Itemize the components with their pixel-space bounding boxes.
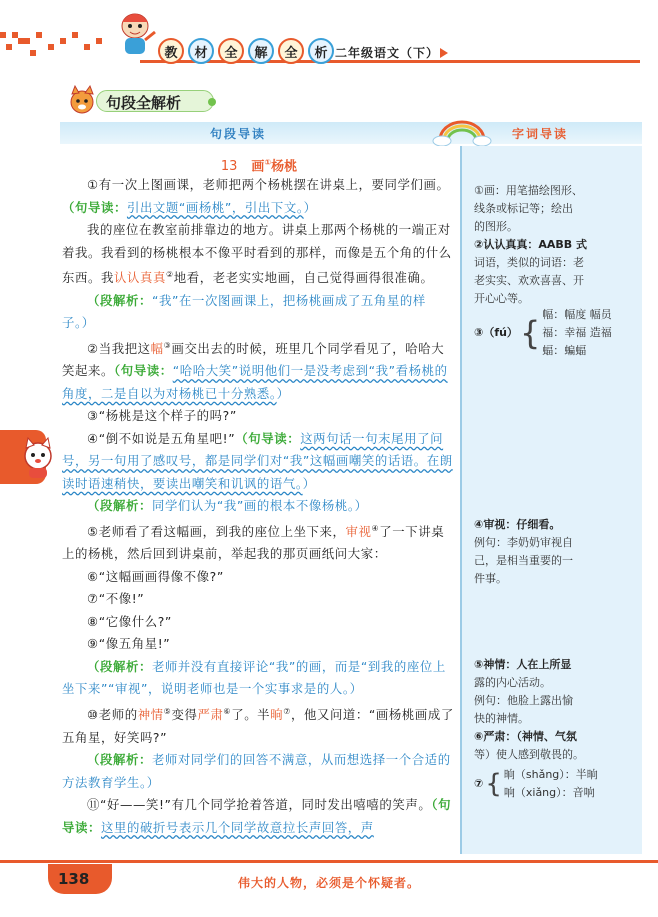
note-line: ⑤神情：人在上所显 xyxy=(474,658,572,671)
lesson-title-a: 画 xyxy=(251,159,265,175)
vocab-note-3 xyxy=(474,306,639,360)
text: ①有一次上图画课，老师把两个杨桃摆在讲桌上，要同学们画。 xyxy=(87,177,450,192)
highlight-word: 晌 xyxy=(270,707,284,722)
series-char: 材 xyxy=(188,38,214,64)
column-heads xyxy=(60,120,642,146)
analysis-tag: （段解析： xyxy=(87,658,152,674)
guide-tag: （句导读： xyxy=(62,797,452,835)
guide-tag: （句导读： xyxy=(62,199,127,215)
lesson-title-sup: ① xyxy=(264,158,272,167)
text: 画交出去的时候，班里几个同学看见了，哈哈大笑起来。 xyxy=(62,340,445,379)
highlight-word: 严肃 xyxy=(197,707,224,722)
guide-tag: （句导读： xyxy=(113,363,173,379)
text: 我的座位在教室前排靠边的地方。讲桌上那两个杨桃的一端正对着我。我看到的杨桃根本不像平时看到的那样，而像是五个角的什么东西。我 xyxy=(62,222,452,286)
vocab-note-4 xyxy=(474,516,639,588)
page-number: 138 xyxy=(58,870,90,888)
paragraph xyxy=(62,219,456,290)
series-char: 教 xyxy=(158,38,184,64)
series-title xyxy=(158,38,334,64)
text: 了一下讲桌上的杨桃，然后回到讲桌前，举起我的那页画纸问大家： xyxy=(62,523,445,562)
paragraph xyxy=(62,518,456,566)
paragraph: ⑦“不像!” xyxy=(87,591,145,607)
text: ④“倒不如说是五角星吧!” xyxy=(87,430,236,446)
guide-text: 这里的破折号表示几个同学故意拉长声回答，声 xyxy=(100,819,374,835)
paragraph xyxy=(62,701,456,749)
right-column-label: 字词导读 xyxy=(512,127,569,141)
note-line: 词语，类似的词语：老 xyxy=(474,256,584,269)
footnote-mark: ⑤ xyxy=(163,706,172,716)
paragraph-analysis xyxy=(62,656,456,701)
lesson-title xyxy=(62,152,456,174)
note-line: 己，是相当重要的一 xyxy=(474,554,573,567)
highlight-word: 神情 xyxy=(137,707,164,722)
analysis-tag: （段解析： xyxy=(87,498,152,514)
analysis-end: ） xyxy=(349,681,363,697)
footer-quote: 伟大的人物，必须是个怀疑者。 xyxy=(237,876,420,890)
guide-end: ） xyxy=(302,475,316,491)
mascot-icon xyxy=(112,8,158,64)
text: ②当我把这 xyxy=(87,340,151,356)
analysis-text: 老师并没有直接评论“我”的画，而是“到我的座位上坐下来”“审视”，说明老师也是一个实事求是的人。 xyxy=(62,658,446,697)
analysis-text: 同学们认为“我”画的根本不像杨桃。 xyxy=(151,498,355,514)
paragraph: ⑥“这幅画画得像不像?” xyxy=(87,568,224,584)
highlight-word: 幅 xyxy=(150,340,164,356)
note-line: 晌（shǎng）：半晌 xyxy=(503,768,598,781)
note-line: 开心心等。 xyxy=(474,292,529,305)
section-title: 句段全解析 xyxy=(106,94,182,112)
analysis-text: 老师对同学们的回答不满意，从而想选择一个合适的方法教育学生。 xyxy=(62,752,451,790)
note-line: 线条或标记等；绘出 xyxy=(474,202,573,215)
vocab-note-2 xyxy=(474,236,639,308)
lesson-number: 13 xyxy=(220,159,238,175)
vocab-note-1 xyxy=(474,182,639,236)
note-line: 件事。 xyxy=(474,572,507,585)
note-line: ⑥严肃：（神情、气氛 xyxy=(474,730,577,743)
paragraph xyxy=(62,335,456,406)
cat-mascot-icon xyxy=(18,436,58,480)
brace-icon: { xyxy=(485,769,502,799)
analysis-tag: （段解析： xyxy=(87,752,152,767)
note-line: ④审视：仔细看。 xyxy=(474,518,561,531)
fox-mascot-icon xyxy=(66,84,100,116)
vocab-note-7 xyxy=(474,766,639,802)
analysis-tag: （段解析： xyxy=(87,292,152,308)
text: ⑩老师的 xyxy=(87,707,138,722)
footnote-mark: ③ xyxy=(163,340,172,350)
badge-dot-icon xyxy=(208,98,216,106)
guide-tag: （句导读： xyxy=(235,430,301,446)
guide-end: ） xyxy=(303,199,317,215)
page-footer xyxy=(0,856,658,917)
footnote-mark: ② xyxy=(165,270,174,279)
paragraph-analysis xyxy=(62,290,456,335)
note-line: 蝠：蝙蝠 xyxy=(542,344,587,357)
guide-text: 引出文题“画杨桃”，引出下文。 xyxy=(126,199,304,215)
note-line: 等）使人感到敬畏的。 xyxy=(474,748,584,761)
main-text xyxy=(62,152,456,839)
text: 变得 xyxy=(171,707,198,722)
page-header xyxy=(0,0,658,80)
text: ⑤老师看了看这幅画，到我的座位上坐下来， xyxy=(87,523,346,539)
note-line: 例句：李奶奶审视自 xyxy=(474,536,573,549)
guide-text: 这两句话一句末尾用了问号，另一句用了感叹号，都是同学们对“我”这幅画嘲笑的话语。在朗读时语速稍快，要读出嘲笑和讥讽的语气。 xyxy=(62,430,453,491)
paragraph xyxy=(62,794,456,839)
header-triangle-icon xyxy=(440,48,448,58)
note-line: 的图形。 xyxy=(474,220,518,233)
analysis-text: “我”在一次图画课上，把杨桃画成了五角星的样子。 xyxy=(62,292,426,331)
note-head: ③（fú） xyxy=(474,326,518,339)
note-head: ⑦ xyxy=(474,777,484,790)
brace-icon: { xyxy=(519,314,541,352)
vocabulary-panel xyxy=(460,146,642,854)
footer-rule xyxy=(0,860,658,863)
vocab-note-5 xyxy=(474,656,639,728)
text: 地看，老老实实地画，自己觉得画得很准确。 xyxy=(173,270,434,286)
footnote-mark: ④ xyxy=(371,523,380,533)
footnote-mark: ⑥ xyxy=(223,706,232,716)
paragraph: ③“杨桃是这个样子的吗?” xyxy=(87,408,237,424)
text: 了。半 xyxy=(231,707,271,722)
left-column-label: 句段导读 xyxy=(210,127,267,141)
vocab-note-6 xyxy=(474,728,639,764)
note-line: 幅：幅度 幅员 xyxy=(542,308,612,321)
paragraph xyxy=(62,428,456,496)
paragraph: ⑨“像五角星!” xyxy=(87,636,171,652)
paragraph-analysis xyxy=(62,749,456,794)
book-label: 二年级语文（下） xyxy=(335,46,440,60)
paragraph: ⑧“它像什么?” xyxy=(87,613,172,629)
analysis-end: ） xyxy=(354,498,368,514)
text: ⑪“好——笑!”有几个同学抢着答道，同时发出嘻嘻的笑声。 xyxy=(87,797,432,812)
analysis-end: ） xyxy=(81,315,95,331)
series-char: 全 xyxy=(278,38,304,64)
text: ，他又问道：“画杨桃画成了五角星，好笑吗?” xyxy=(62,707,454,745)
analysis-end: ） xyxy=(146,774,160,790)
guide-text: “哈哈大笑”说明他们一是没考虑到“我”看杨桃的角度，二是自以为对杨桃已十分熟悉。 xyxy=(62,363,448,401)
note-line: 响（xiǎng）：音响 xyxy=(503,786,595,799)
note-line: 老实实、欢欢喜喜、开 xyxy=(474,274,584,287)
highlight-word: 审视 xyxy=(345,523,372,539)
section-badge xyxy=(66,84,216,116)
paragraph-analysis xyxy=(62,495,456,518)
lesson-title-b: 杨桃 xyxy=(271,159,298,175)
series-char: 全 xyxy=(218,38,244,64)
series-char: 析 xyxy=(308,38,334,64)
footnote-mark: ⑦ xyxy=(283,706,291,716)
paragraph xyxy=(62,174,456,219)
guide-end: ） xyxy=(276,385,290,401)
note-line: ②认认真真：AABB 式 xyxy=(474,238,587,251)
note-line: 露的内心活动。 xyxy=(474,676,551,689)
note-line: 例句：他脸上露出愉 xyxy=(474,694,573,707)
rainbow-cloud-icon xyxy=(432,120,492,146)
note-line: 快的神情。 xyxy=(474,712,529,725)
note-line: 福：幸福 造福 xyxy=(542,326,612,339)
series-char: 解 xyxy=(248,38,274,64)
highlight-word: 认认真真 xyxy=(113,270,166,286)
note-line: ①画：用笔描绘图形、 xyxy=(474,184,583,197)
